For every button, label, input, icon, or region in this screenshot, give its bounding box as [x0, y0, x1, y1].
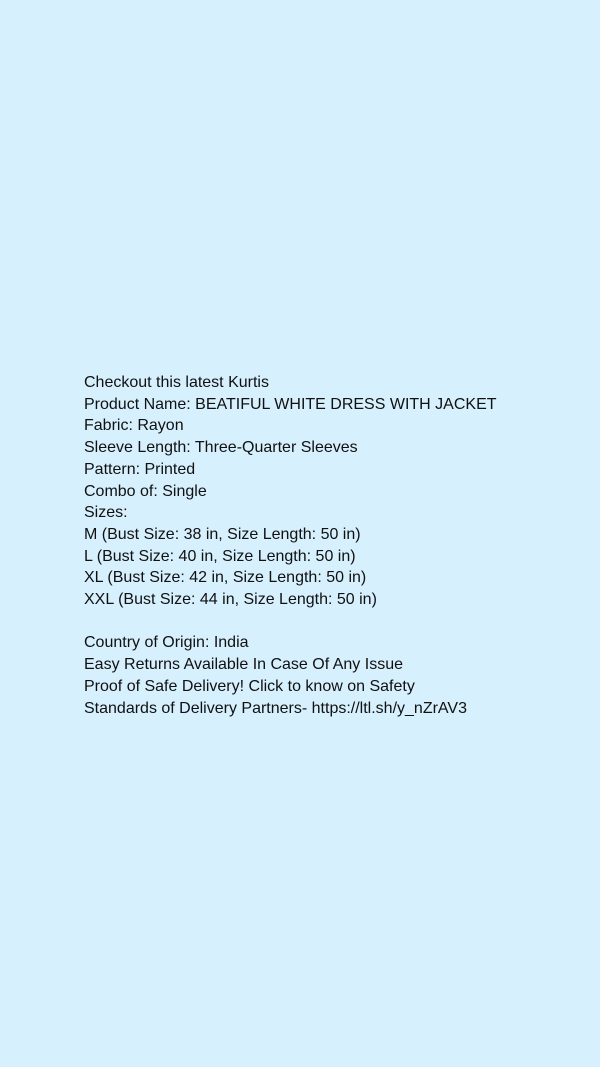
size-l-line: L (Bust Size: 40 in, Size Length: 50 in)	[84, 547, 356, 565]
spacer	[84, 611, 584, 633]
sleeve-length-line: Sleeve Length: Three-Quarter Sleeves	[84, 439, 358, 457]
product-name-line: Product Name: BEATIFUL WHITE DRESS WITH JACKET	[84, 395, 497, 413]
fabric-line: Fabric: Rayon	[84, 417, 184, 435]
size-xl-line: XL (Bust Size: 42 in, Size Length: 50 in)	[84, 569, 367, 587]
safety-line-2: Standards of Delivery Partners- https://ltl.sh/y_nZrAV3	[84, 699, 467, 717]
safety-line-1: Proof of Safe Delivery! Click to know on Safety	[84, 677, 415, 695]
size-xxl-line: XXL (Bust Size: 44 in, Size Length: 50 in)	[84, 591, 377, 609]
pattern-line: Pattern: Printed	[84, 460, 196, 478]
returns-line: Easy Returns Available In Case Of Any Issue	[84, 656, 403, 674]
intro-line: Checkout this latest Kurtis	[84, 374, 269, 391]
product-description	[84, 372, 584, 719]
combo-line: Combo of: Single	[84, 482, 207, 500]
size-m-line: M (Bust Size: 38 in, Size Length: 50 in)	[84, 525, 361, 543]
country-line: Country of Origin: India	[84, 634, 249, 652]
sizes-heading: Sizes:	[84, 504, 128, 522]
